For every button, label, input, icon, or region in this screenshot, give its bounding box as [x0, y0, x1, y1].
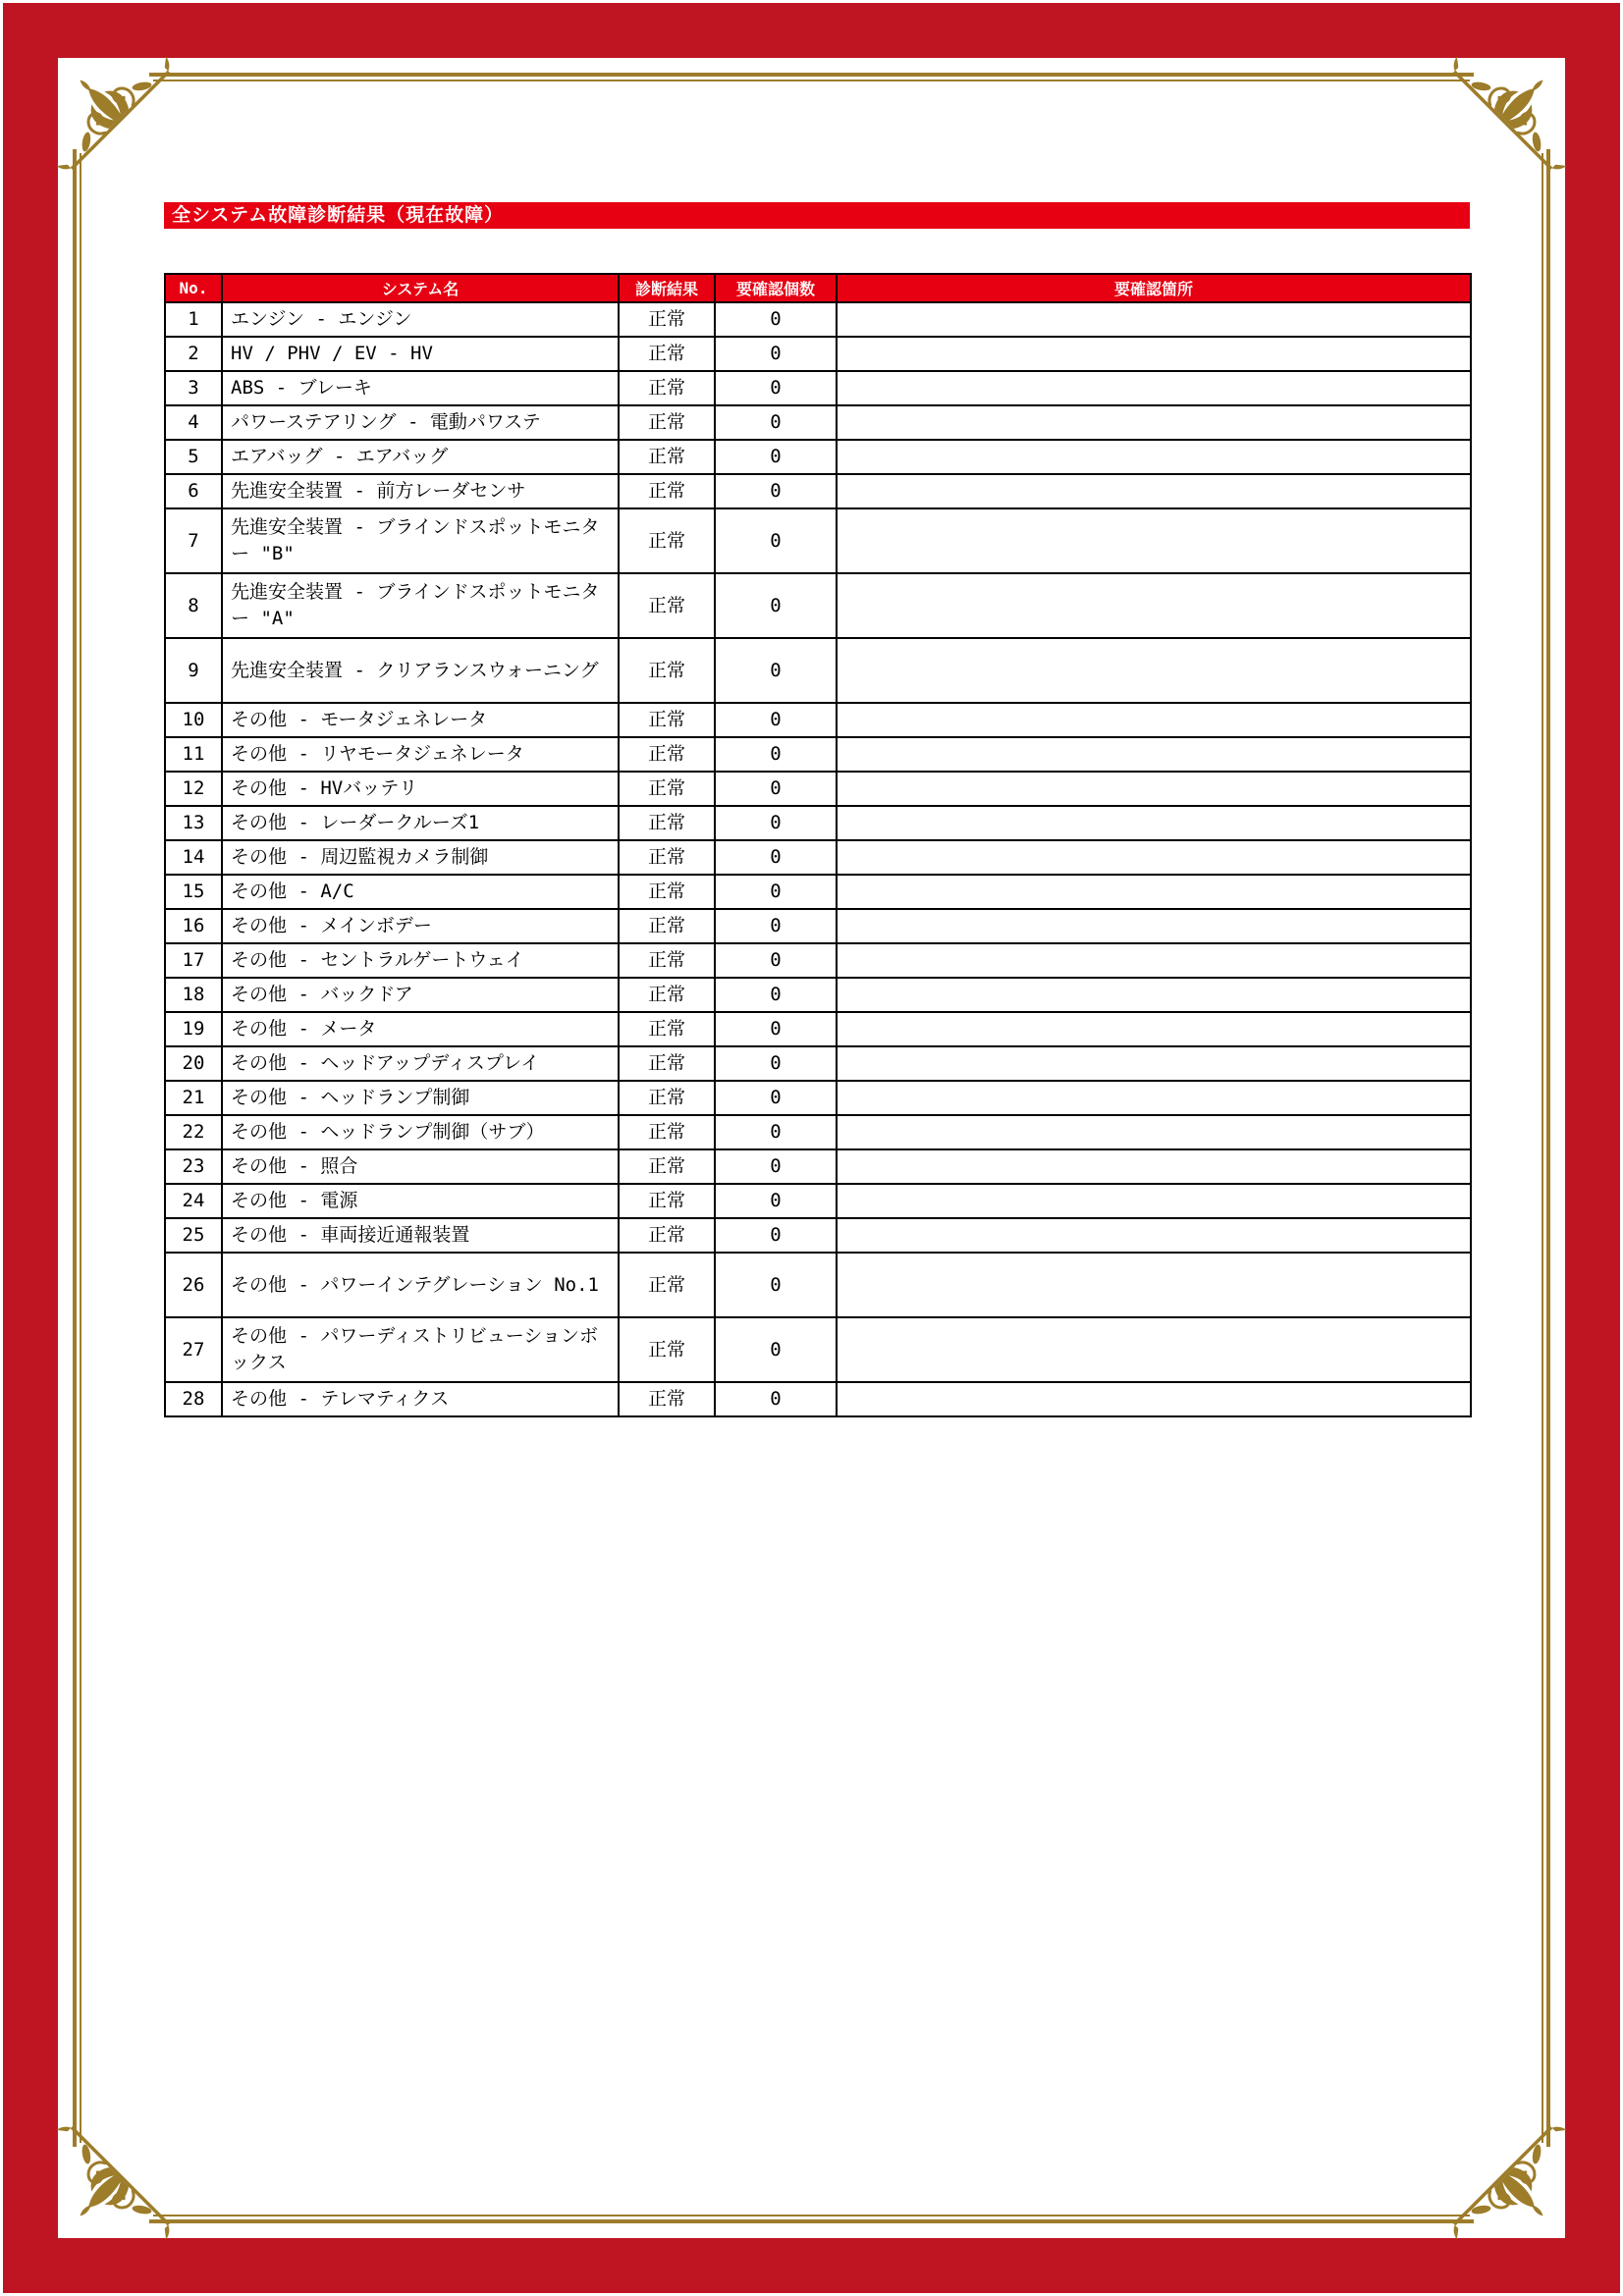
cell-count: 0 [715, 1382, 837, 1416]
cell-result: 正常 [619, 1046, 715, 1081]
table-row [165, 1317, 1471, 1382]
cell-result: 正常 [619, 474, 715, 508]
table-row [165, 909, 1471, 943]
table-row [165, 1081, 1471, 1115]
cell-location [837, 1149, 1471, 1184]
cell-location [837, 909, 1471, 943]
cell-count: 0 [715, 337, 837, 371]
cell-system: その他 - 照合 [222, 1149, 619, 1184]
cell-system: パワーステアリング - 電動パワステ [222, 405, 619, 440]
cell-location [837, 1317, 1471, 1382]
table-row [165, 371, 1471, 405]
gold-rule-thick-left [73, 149, 77, 2147]
cell-result: 正常 [619, 371, 715, 405]
table-row [165, 405, 1471, 440]
cell-result: 正常 [619, 1253, 715, 1317]
cell-result: 正常 [619, 737, 715, 772]
cell-count: 0 [715, 1253, 837, 1317]
header-no: No. [165, 274, 222, 302]
corner-flourish-icon [56, 2142, 154, 2240]
cell-location [837, 1382, 1471, 1416]
cell-result: 正常 [619, 772, 715, 806]
cell-result: 正常 [619, 943, 715, 978]
cell-system: その他 - モータジェネレータ [222, 703, 619, 737]
cell-result: 正常 [619, 405, 715, 440]
cell-count: 0 [715, 638, 837, 703]
table-row [165, 1012, 1471, 1046]
cell-system: その他 - HVバッテリ [222, 772, 619, 806]
cell-result: 正常 [619, 1149, 715, 1184]
cell-system: 先進安全装置 - ブラインドスポットモニター "A" [222, 573, 619, 638]
table-row [165, 875, 1471, 909]
cell-count: 0 [715, 1317, 837, 1382]
cell-result: 正常 [619, 1218, 715, 1253]
cell-no: 4 [165, 405, 222, 440]
cell-location [837, 703, 1471, 737]
cell-no: 13 [165, 806, 222, 840]
cell-location [837, 1115, 1471, 1149]
table-row [165, 943, 1471, 978]
cell-count: 0 [715, 1012, 837, 1046]
cell-result: 正常 [619, 806, 715, 840]
corner-flourish-icon [1469, 56, 1567, 154]
cell-location [837, 737, 1471, 772]
cell-location [837, 772, 1471, 806]
cell-location [837, 840, 1471, 875]
table-row [165, 440, 1471, 474]
cell-system: その他 - バックドア [222, 978, 619, 1012]
header-location: 要確認箇所 [837, 274, 1471, 302]
cell-no: 28 [165, 1382, 222, 1416]
cell-count: 0 [715, 508, 837, 573]
header-system: システム名 [222, 274, 619, 302]
cell-count: 0 [715, 1046, 837, 1081]
cell-result: 正常 [619, 1081, 715, 1115]
table-row [165, 1218, 1471, 1253]
cell-no: 22 [165, 1115, 222, 1149]
cell-location [837, 573, 1471, 638]
diagnosis-table-body [165, 302, 1471, 1416]
cell-system: 先進安全装置 - 前方レーダセンサ [222, 474, 619, 508]
table-row [165, 1149, 1471, 1184]
table-row [165, 1253, 1471, 1317]
cell-location [837, 1218, 1471, 1253]
cell-system: その他 - 周辺監視カメラ制御 [222, 840, 619, 875]
gold-rule-thin-top [153, 80, 1470, 81]
report-content [164, 202, 1470, 1417]
cell-no: 17 [165, 943, 222, 978]
table-row [165, 474, 1471, 508]
cell-result: 正常 [619, 440, 715, 474]
cell-no: 3 [165, 371, 222, 405]
cell-location [837, 508, 1471, 573]
cell-system: その他 - パワーディストリビューションボックス [222, 1317, 619, 1382]
cell-system: エアバッグ - エアバッグ [222, 440, 619, 474]
cell-no: 6 [165, 474, 222, 508]
cell-location [837, 440, 1471, 474]
cell-location [837, 371, 1471, 405]
cell-system: その他 - A/C [222, 875, 619, 909]
gold-rule-thick-right [1546, 149, 1550, 2147]
cell-count: 0 [715, 1149, 837, 1184]
cell-no: 16 [165, 909, 222, 943]
cell-no: 5 [165, 440, 222, 474]
cell-no: 9 [165, 638, 222, 703]
cell-system: その他 - メインボデー [222, 909, 619, 943]
table-row [165, 508, 1471, 573]
cell-no: 8 [165, 573, 222, 638]
cell-count: 0 [715, 573, 837, 638]
cell-result: 正常 [619, 875, 715, 909]
cell-no: 10 [165, 703, 222, 737]
gold-rule-thick-top [149, 73, 1474, 77]
cell-location [837, 638, 1471, 703]
table-row [165, 573, 1471, 638]
gold-rule-thin-right [1542, 153, 1543, 2143]
cell-result: 正常 [619, 909, 715, 943]
table-row [165, 978, 1471, 1012]
cell-count: 0 [715, 1081, 837, 1115]
corner-flourish-icon [56, 56, 154, 154]
cell-no: 23 [165, 1149, 222, 1184]
cell-count: 0 [715, 405, 837, 440]
cell-result: 正常 [619, 1012, 715, 1046]
cell-system: その他 - セントラルゲートウェイ [222, 943, 619, 978]
cell-location [837, 405, 1471, 440]
cell-count: 0 [715, 371, 837, 405]
cell-count: 0 [715, 909, 837, 943]
table-row [165, 737, 1471, 772]
table-row [165, 1382, 1471, 1416]
cell-result: 正常 [619, 978, 715, 1012]
table-row [165, 772, 1471, 806]
cell-count: 0 [715, 1184, 837, 1218]
table-row [165, 638, 1471, 703]
cell-count: 0 [715, 772, 837, 806]
gold-rule-thin-left [80, 153, 81, 2143]
cell-system: その他 - ヘッドランプ制御（サブ） [222, 1115, 619, 1149]
header-count: 要確認個数 [715, 274, 837, 302]
cell-result: 正常 [619, 1184, 715, 1218]
cell-no: 2 [165, 337, 222, 371]
page-title: 全システム故障診断結果（現在故障） [164, 202, 1470, 229]
cell-location [837, 474, 1471, 508]
cell-count: 0 [715, 703, 837, 737]
cell-location [837, 875, 1471, 909]
cell-system: エンジン - エンジン [222, 302, 619, 337]
cell-count: 0 [715, 978, 837, 1012]
cell-count: 0 [715, 474, 837, 508]
header-result: 診断結果 [619, 274, 715, 302]
cell-result: 正常 [619, 508, 715, 573]
cell-count: 0 [715, 302, 837, 337]
cell-system: その他 - テレマティクス [222, 1382, 619, 1416]
cell-no: 18 [165, 978, 222, 1012]
cell-location [837, 943, 1471, 978]
table-row [165, 302, 1471, 337]
table-row [165, 337, 1471, 371]
table-row [165, 806, 1471, 840]
cell-count: 0 [715, 1115, 837, 1149]
cell-count: 0 [715, 875, 837, 909]
cell-result: 正常 [619, 703, 715, 737]
cell-location [837, 337, 1471, 371]
cell-no: 15 [165, 875, 222, 909]
table-header-row [165, 274, 1471, 302]
cell-result: 正常 [619, 1115, 715, 1149]
cell-result: 正常 [619, 1317, 715, 1382]
cell-location [837, 1012, 1471, 1046]
cell-no: 14 [165, 840, 222, 875]
cell-system: その他 - パワーインテグレーション No.1 [222, 1253, 619, 1317]
cell-result: 正常 [619, 573, 715, 638]
corner-flourish-icon [1469, 2142, 1567, 2240]
cell-no: 24 [165, 1184, 222, 1218]
cell-location [837, 978, 1471, 1012]
cell-no: 11 [165, 737, 222, 772]
cell-location [837, 806, 1471, 840]
table-row [165, 1046, 1471, 1081]
cell-location [837, 1081, 1471, 1115]
gold-rule-thin-bottom [153, 2215, 1470, 2216]
cell-count: 0 [715, 943, 837, 978]
cell-no: 1 [165, 302, 222, 337]
table-row [165, 703, 1471, 737]
cell-result: 正常 [619, 302, 715, 337]
cell-no: 12 [165, 772, 222, 806]
cell-result: 正常 [619, 840, 715, 875]
cell-system: その他 - ヘッドアップディスプレイ [222, 1046, 619, 1081]
table-row [165, 1184, 1471, 1218]
cell-location [837, 302, 1471, 337]
cell-system: その他 - ヘッドランプ制御 [222, 1081, 619, 1115]
cell-system: その他 - リヤモータジェネレータ [222, 737, 619, 772]
cell-count: 0 [715, 840, 837, 875]
cell-no: 21 [165, 1081, 222, 1115]
cell-system: HV / PHV / EV - HV [222, 337, 619, 371]
cell-system: その他 - 電源 [222, 1184, 619, 1218]
cell-system: その他 - メータ [222, 1012, 619, 1046]
cell-result: 正常 [619, 1382, 715, 1416]
table-row [165, 840, 1471, 875]
cell-system: 先進安全装置 - ブラインドスポットモニター "B" [222, 508, 619, 573]
cell-no: 20 [165, 1046, 222, 1081]
cell-count: 0 [715, 806, 837, 840]
cell-location [837, 1046, 1471, 1081]
cell-no: 7 [165, 508, 222, 573]
cell-system: 先進安全装置 - クリアランスウォーニング [222, 638, 619, 703]
cell-result: 正常 [619, 638, 715, 703]
cell-system: ABS - ブレーキ [222, 371, 619, 405]
cell-location [837, 1253, 1471, 1317]
cell-no: 25 [165, 1218, 222, 1253]
cell-no: 27 [165, 1317, 222, 1382]
cell-system: その他 - 車両接近通報装置 [222, 1218, 619, 1253]
gold-rule-thick-bottom [149, 2219, 1474, 2223]
diagnosis-table [164, 273, 1472, 1417]
cell-no: 19 [165, 1012, 222, 1046]
cell-no: 26 [165, 1253, 222, 1317]
cell-count: 0 [715, 1218, 837, 1253]
cell-location [837, 1184, 1471, 1218]
cell-system: その他 - レーダークルーズ1 [222, 806, 619, 840]
cell-result: 正常 [619, 337, 715, 371]
cell-count: 0 [715, 440, 837, 474]
table-row [165, 1115, 1471, 1149]
cell-count: 0 [715, 737, 837, 772]
